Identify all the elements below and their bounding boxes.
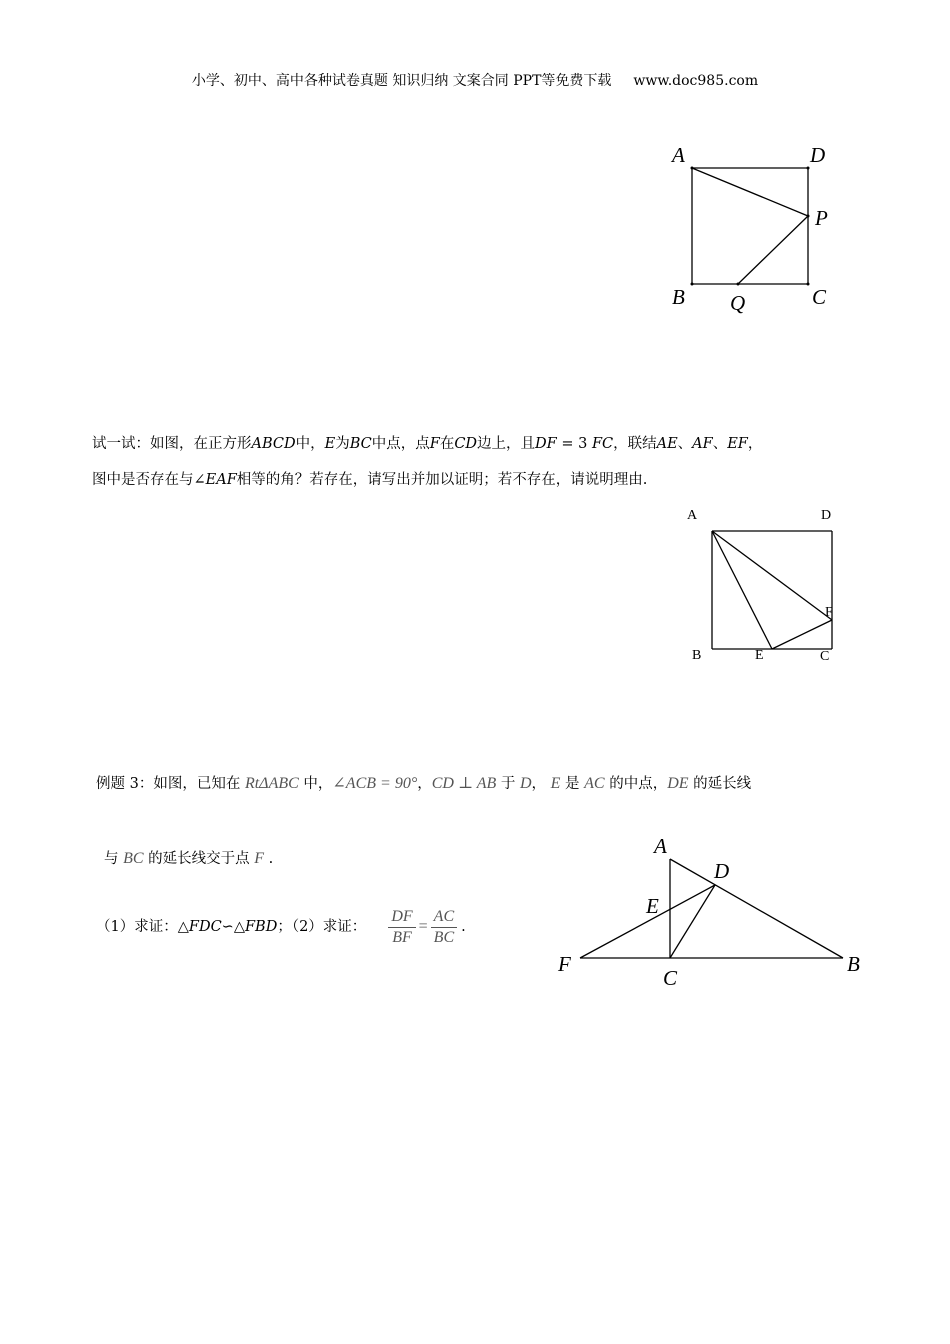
example-text: 于 (496, 776, 520, 792)
try-var: CD (454, 436, 478, 452)
label-b: B (847, 952, 860, 976)
example-text: 的中点， (604, 776, 668, 792)
header-text: 小学、初中、高中各种试卷真题 知识归纳 文案合同 PPT等免费下载 (191, 73, 612, 89)
try-text: 中点，点 (371, 436, 430, 452)
try-text: 相等的角？若存在，请写出并加以证明；若不存在，请说明理由. (236, 472, 648, 488)
fraction-numerator: AC (431, 907, 457, 928)
try-text: 为 (335, 436, 350, 452)
segment-ef (772, 620, 832, 649)
label-c: C (663, 966, 678, 990)
fraction-denominator: BF (392, 928, 412, 946)
try-text: 边上，且 (477, 436, 536, 452)
example3-line-1 (96, 774, 751, 794)
segment-ap (692, 168, 808, 216)
label-a: A (687, 508, 698, 523)
try-var: DF (535, 436, 557, 452)
label-b: B (692, 648, 702, 663)
figure-square-eaf (680, 500, 860, 670)
example-text: 的延长线交于点 (143, 851, 255, 867)
example-math: E (550, 775, 561, 792)
fraction-ac-bc (431, 907, 457, 948)
label-e: E (646, 894, 659, 918)
example-math: AC (584, 775, 605, 792)
label-p: P (815, 206, 828, 230)
example-text: ∽△ (221, 919, 245, 935)
example-math: BC (123, 850, 144, 867)
example-text: ， (417, 776, 432, 792)
try-text: 中， (295, 436, 325, 452)
fraction-denominator: BC (433, 928, 455, 946)
example-math: F (254, 850, 265, 867)
fraction-df-bf (388, 907, 415, 948)
example-text: ；（2）求证： (277, 919, 367, 935)
example-text: 的延长线 (688, 776, 752, 792)
label-d: D (810, 143, 826, 167)
label-c: C (820, 649, 830, 664)
label-c: C (812, 285, 827, 309)
example-text: 例题 3：如图，已知在 (96, 776, 245, 792)
segment-af (712, 531, 832, 620)
example-text: ， (531, 776, 551, 792)
label-q: Q (730, 291, 746, 315)
example-text: （1）求证：△ (96, 919, 189, 935)
label-b: B (672, 285, 685, 309)
example-math: ∠ACB = 90° (332, 775, 418, 792)
try-var: EAF (205, 472, 237, 488)
example-text: . (461, 919, 466, 935)
example-text: 中， (298, 776, 333, 792)
header-site: www.doc985.com (633, 73, 759, 89)
label-a: A (654, 834, 667, 858)
try-text: 图中是否存在与∠ (92, 472, 206, 488)
example-math: RtΔABC (244, 775, 299, 792)
try-text: ， (747, 436, 763, 452)
example-text: . (264, 851, 274, 867)
segment-ab (670, 859, 843, 958)
try-var: FC (591, 436, 614, 452)
example-math: CD ⊥ AB (431, 775, 497, 792)
example3-line-2 (104, 849, 273, 869)
try-var: BC (349, 436, 372, 452)
example-var: FBD (244, 919, 278, 935)
page-header (0, 70, 950, 90)
try-line-2 (92, 470, 647, 490)
figure-triangle-fdb (550, 830, 870, 1000)
segment-pq (738, 216, 808, 284)
example-text: 与 (104, 851, 124, 867)
fraction-numerator: DF (388, 907, 415, 928)
figure-square-apq (660, 140, 840, 320)
equals-sign: = (418, 918, 428, 935)
label-f: F (558, 952, 571, 976)
example-var: FDC (188, 919, 222, 935)
try-var: AE (656, 436, 678, 452)
try-text: 、 (677, 436, 693, 452)
try-text: 在 (439, 436, 455, 452)
segment-cd (670, 885, 715, 958)
try-var: AF (692, 436, 713, 452)
try-text: = 3 (556, 436, 592, 452)
try-var: E (324, 436, 336, 452)
try-var: EF (727, 436, 748, 452)
label-d: D (821, 508, 832, 523)
label-a: A (672, 143, 685, 167)
label-f: F (825, 605, 833, 620)
segment-ae (712, 531, 772, 649)
example3-line-3 (96, 905, 466, 949)
try-text: 、 (712, 436, 728, 452)
try-var: F (429, 436, 440, 452)
example-math: DE (667, 775, 689, 792)
try-text: 试一试：如图，在正方形 (92, 436, 252, 452)
try-line-1 (92, 434, 762, 454)
label-d: D (714, 859, 730, 883)
try-text: ，联结 (613, 436, 657, 452)
example-math: D (519, 775, 532, 792)
example-text: 是 (560, 776, 585, 792)
label-e: E (755, 648, 764, 663)
try-var: ABCD (251, 436, 296, 452)
